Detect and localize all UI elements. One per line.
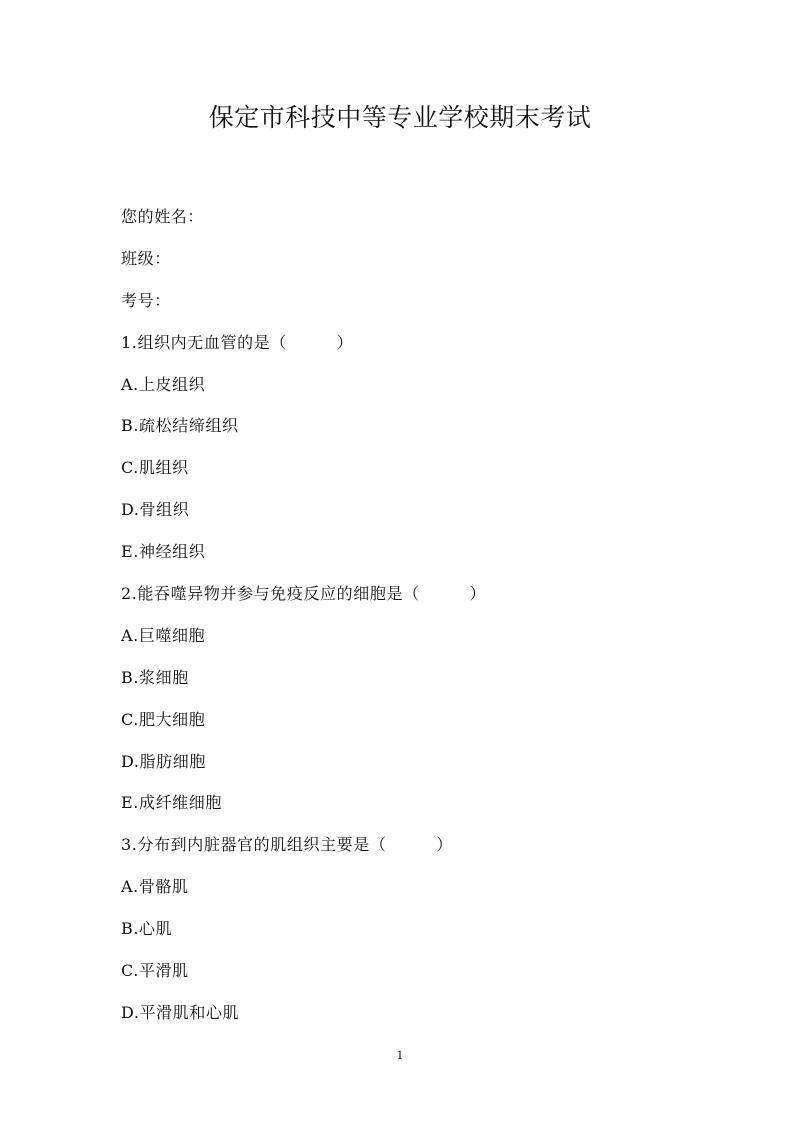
question-1-option-b: B.疏松结缔组织 xyxy=(121,416,239,436)
question-3-option-d: D.平滑肌和心肌 xyxy=(121,1002,240,1022)
exam-number-field-label: 考号： xyxy=(121,290,171,310)
question-1-option-d: D.骨组织 xyxy=(121,500,190,520)
question-2-option-e: E.成纤维细胞 xyxy=(121,793,222,813)
page-number: 1 xyxy=(396,1049,404,1062)
question-2-option-a: A.巨噬细胞 xyxy=(121,625,206,645)
question-1-option-a: A.上皮组织 xyxy=(121,374,206,394)
question-1-stem: 1.组织内无血管的是（ ） xyxy=(121,332,354,352)
question-3-option-a: A.骨骼肌 xyxy=(121,877,189,897)
question-2-option-b: B.浆细胞 xyxy=(121,667,189,687)
question-3-option-c: C.平滑肌 xyxy=(121,961,189,981)
question-1-option-e: E.神经组织 xyxy=(121,542,206,562)
page-title: 保定市科技中等专业学校期末考试 xyxy=(208,103,592,132)
question-3-option-b: B.心肌 xyxy=(121,919,173,939)
question-3-stem: 3.分布到内脏器官的肌组织主要是（ ） xyxy=(121,835,453,855)
question-2-stem: 2.能吞噬异物并参与免疫反应的细胞是（ ） xyxy=(121,584,487,604)
name-field-label: 您的姓名： xyxy=(121,207,205,226)
exam-content xyxy=(121,196,721,1034)
question-2-option-c: C.肥大细胞 xyxy=(121,709,206,729)
question-1-option-c: C.肌组织 xyxy=(121,458,189,478)
class-field-label: 班级： xyxy=(121,248,171,268)
question-2-option-d: D.脂肪细胞 xyxy=(121,751,206,771)
